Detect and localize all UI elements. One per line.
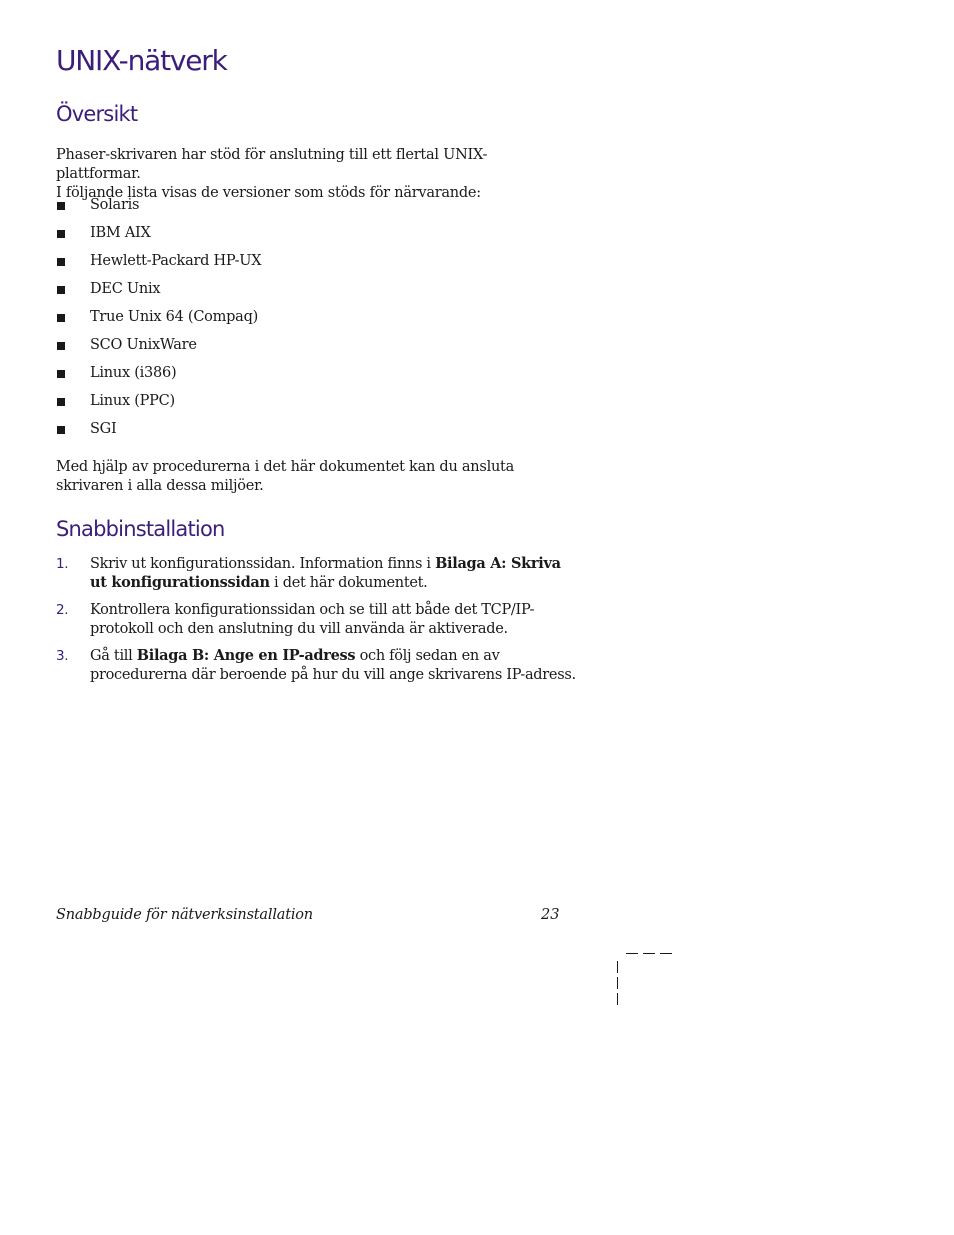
square-bullet-icon xyxy=(57,230,65,238)
square-bullet-icon xyxy=(57,370,65,378)
crop-mark xyxy=(617,961,618,973)
crop-mark xyxy=(626,953,638,954)
platform-name: SCO UnixWare xyxy=(90,337,197,353)
square-bullet-icon xyxy=(57,258,65,266)
overview-closing xyxy=(56,458,566,496)
step-text: och följ sedan en av procedurerna där beroende på hur du vill ange skrivarens IP-adress. xyxy=(90,648,576,683)
platform-name: True Unix 64 (Compaq) xyxy=(90,309,259,325)
platform-name: Linux (PPC) xyxy=(90,393,175,409)
step-item xyxy=(56,647,576,684)
overview-intro xyxy=(56,146,566,203)
list-item xyxy=(56,280,261,308)
step-reference: Bilaga A: Skriva ut konfigurationssidan xyxy=(90,555,561,591)
platform-name: Solaris xyxy=(90,197,140,213)
list-item xyxy=(56,420,261,448)
intro-line-2: I följande lista visas de versioner som stöds för närvarande: xyxy=(56,185,481,201)
list-item xyxy=(56,224,261,252)
step-number: 1. xyxy=(56,556,69,572)
step-text: Gå till xyxy=(90,648,137,664)
crop-mark xyxy=(617,977,618,989)
square-bullet-icon xyxy=(57,202,65,210)
closing-line-1: Med hjälp av procedurerna i det här dokumentet kan du ansluta xyxy=(56,459,515,475)
install-steps xyxy=(56,555,576,693)
square-bullet-icon xyxy=(57,314,65,322)
page-title: UNIX-nätverk xyxy=(56,44,227,77)
quick-install-heading: Snabbinstallation xyxy=(56,517,225,541)
footer-page-number: 23 xyxy=(541,907,560,923)
list-item xyxy=(56,364,261,392)
list-item xyxy=(56,308,261,336)
list-item xyxy=(56,336,261,364)
crop-mark xyxy=(617,993,618,1005)
step-item xyxy=(56,555,576,592)
step-item xyxy=(56,601,576,638)
platform-name: Linux (i386) xyxy=(90,365,177,381)
crop-mark xyxy=(643,953,655,954)
intro-line-1: Phaser-skrivaren har stöd för anslutning till ett flertal UNIX-plattformar. xyxy=(56,147,488,182)
step-number: 3. xyxy=(56,648,69,664)
closing-line-2: skrivaren i alla dessa miljöer. xyxy=(56,478,264,494)
footer-doc-title: Snabbguide för nätverksinstallation xyxy=(56,907,313,923)
platform-name: SGI xyxy=(90,421,117,437)
platform-name: Hewlett-Packard HP-UX xyxy=(90,253,262,269)
square-bullet-icon xyxy=(57,398,65,406)
list-item xyxy=(56,252,261,280)
overview-heading: Översikt xyxy=(56,102,138,126)
platform-name: IBM AIX xyxy=(90,225,151,241)
step-number: 2. xyxy=(56,602,69,618)
step-text: Kontrollera konfigurationssidan och se till att både det TCP/IP-protokoll och den anslutning du vill använda är aktiverade. xyxy=(90,602,535,637)
step-reference: Bilaga B: Ange en IP-adress xyxy=(136,647,356,664)
square-bullet-icon xyxy=(57,426,65,434)
step-text: Skriv ut konfigurationssidan. Information finns i xyxy=(90,556,436,572)
platform-list xyxy=(56,196,261,448)
platform-name: DEC Unix xyxy=(90,281,161,297)
list-item xyxy=(56,196,261,224)
list-item xyxy=(56,392,261,420)
crop-mark xyxy=(660,953,672,954)
step-text: i det här dokumentet. xyxy=(269,574,428,591)
square-bullet-icon xyxy=(57,342,65,350)
square-bullet-icon xyxy=(57,286,65,294)
